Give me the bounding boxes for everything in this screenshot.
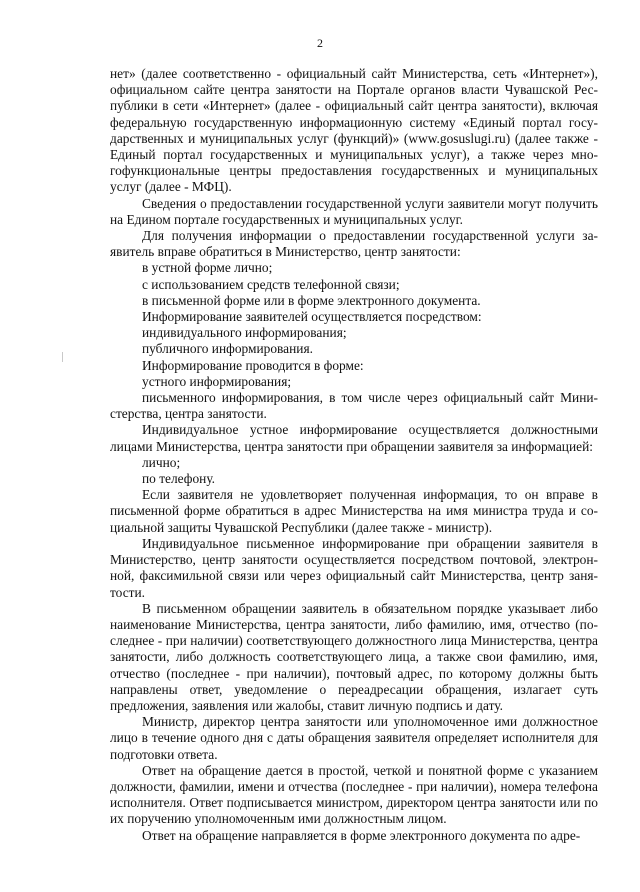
paragraph: В письменном обращении заявитель в обязательном порядке указывает либо наименование Министерства, центра занятости, либо фамилию, имя, отчество (последнее - при наличии) соответствующего должностного лица Министерства, центра занятости, либо должность соответствующего лица, а также свои фамилию, имя, отчество (последнее - при наличии), почтовый адрес, по которому должны быть направлены ответ, уведомление о переадресации обращения, излагает суть предложения, заявления или жалобы, ставит личную подпись и дату.: [110, 600, 598, 713]
list-line: лично;: [142, 454, 181, 470]
paragraph: Индивидуальное устное информирование осуществляется должностными лицами Министерства, центра занятости при обращении заявителя за информацией:: [110, 422, 598, 454]
paragraph: Ответ на обращение направляется в форме электронного документа по адре-: [142, 827, 581, 843]
list-line: публичного информирования.: [142, 341, 313, 357]
list-line: индивидуального информирования;: [142, 325, 347, 341]
paragraph: нет» (далее соответственно - официальный сайт Министерства, сеть «Интернет»), официальном сайте центра занятости на Портале органов власти Чувашской Республики в сети «Интернет» (далее - официальный сайт центра занятости), включая федеральную государственную информационную систему «Единый портал государственных и муниципальных услуг (функций)» (www.gosuslugi.ru) (далее также - Единый портал государственных и муниципальных услуг), а также через многофункциональные центры предоставления государственных и муниципальных услуг (далее - МФЦ).: [110, 66, 598, 195]
page-number: 2: [317, 36, 323, 50]
paragraph: Ответ на обращение дается в простой, четкой и понятной форме с указанием должности, фамилии, имени и отчества (последнее - при наличии), номера телефона исполнителя. Ответ подписывается министром, директором центра занятости или по их поручению уполномоченным ими должностным лицом.: [110, 762, 598, 827]
list-line: по телефону.: [142, 471, 216, 487]
paragraph: Сведения о предоставлении государственной услуги заявители могут получить на Едином портале государственных и муниципальных услуг.: [110, 195, 598, 227]
paragraph: Министр, директор центра занятости или уполномоченное ими должностное лицо в течение одного дня с даты обращения заявителя определяет исполнителя для подготовки ответа.: [110, 714, 598, 762]
list-line: Информирование заявителей осуществляется посредством:: [142, 309, 482, 325]
scan-margin-mark: [62, 352, 63, 362]
document-body: [110, 66, 598, 844]
paragraph: письменного информирования, в том числе через официальный сайт Министерства, центра занятости.: [110, 390, 598, 422]
paragraph: Если заявителя не удовлетворяет полученная информация, то он вправе в письменной форме обратиться в адрес Министерства на имя министра труда и социальной защиты Чувашской Республики (далее также - министр).: [110, 487, 598, 535]
list-line: устного информирования;: [142, 373, 292, 389]
paragraph: Для получения информации о предоставлении государственной услуги заявитель вправе обратиться в Министерство, центр занятости:: [110, 228, 598, 260]
list-line: Информирование проводится в форме:: [142, 357, 364, 373]
paragraph: Индивидуальное письменное информирование при обращении заявителя в Министерство, центр занятости осуществляется посредством почтовой, электронной, факсимильной связи или через официальный сайт Министерства, центр занятости.: [110, 535, 598, 600]
list-line: в письменной форме или в форме электронного документа.: [142, 292, 481, 308]
list-line: с использованием средств телефонной связи;: [142, 276, 400, 292]
list-line: в устной форме лично;: [142, 260, 273, 276]
